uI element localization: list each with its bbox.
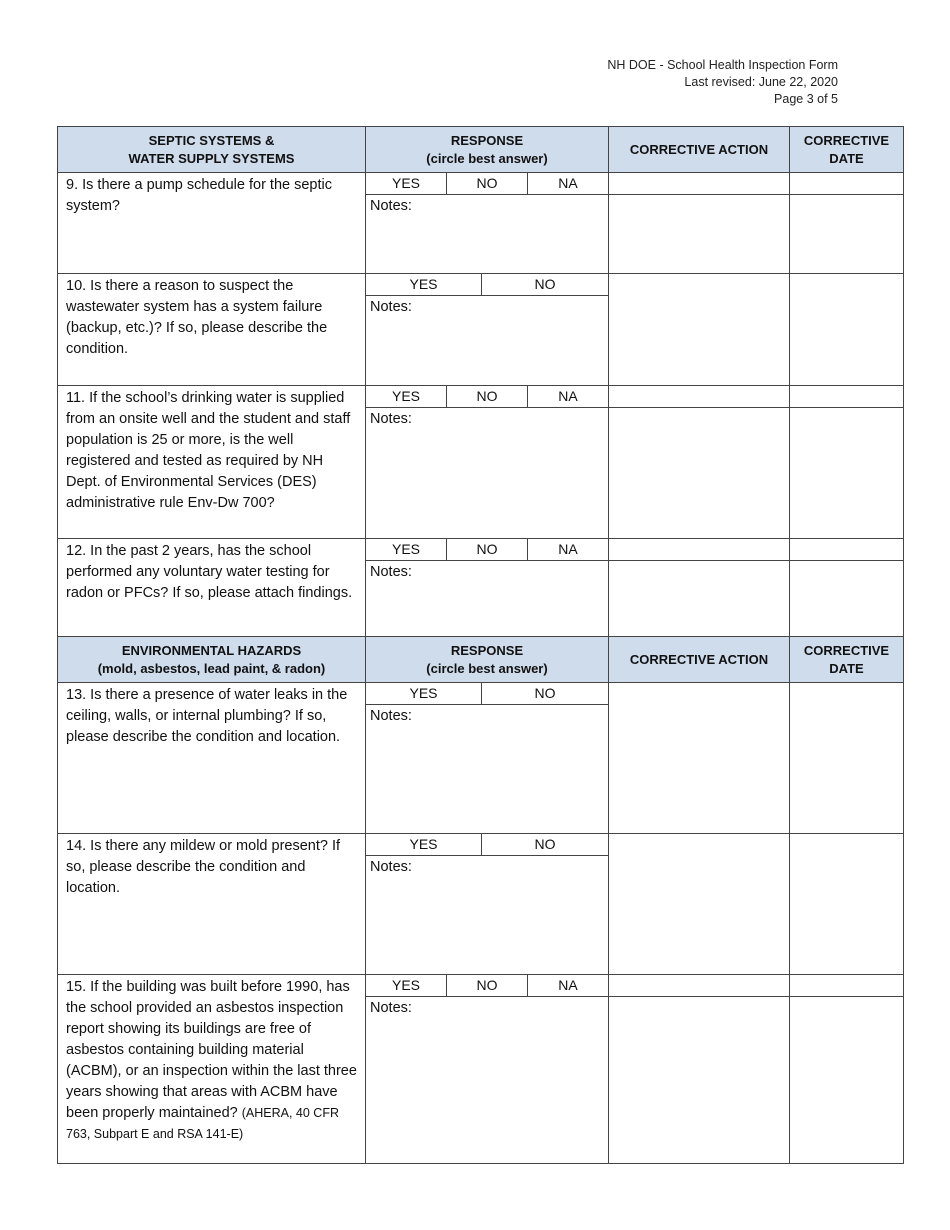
option-no[interactable]: NO — [446, 173, 527, 194]
notes-field[interactable]: Notes: — [370, 1000, 412, 1016]
option-na[interactable]: NA — [527, 539, 608, 560]
septic-header-corrective-action: CORRECTIVE ACTION — [609, 127, 790, 173]
revision-date: Last revised: June 22, 2020 — [684, 75, 838, 89]
question-11-corrective-date[interactable] — [790, 386, 904, 539]
question-13-response — [366, 683, 609, 834]
question-15-text: 15. If the building was built before 1990, has the school provided an asbestos inspection report showing its buildings are free of asbestos containing building material (ACBM), or an inspection within the last three years showing that areas with ACBM have been properly maintained? (AHERA, 40 CFR 763, Subpart E and RSA 141-E) — [58, 975, 366, 1164]
option-yes[interactable]: YES — [391, 175, 420, 191]
question-row-11 — [58, 386, 904, 539]
question-9-text: 9. Is there a pump schedule for the septic system? — [58, 173, 366, 274]
question-10-corrective-action[interactable] — [609, 274, 790, 386]
notes-field[interactable]: Notes: — [370, 198, 412, 214]
question-14-text: 14. Is there any mildew or mold present? If so, please describe the condition and location. — [58, 834, 366, 975]
question-11-corrective-action[interactable] — [609, 386, 790, 539]
option-no[interactable]: NO — [534, 276, 556, 292]
option-na[interactable]: NA — [527, 975, 608, 996]
notes-field[interactable]: Notes: — [370, 708, 412, 724]
question-11-response — [366, 386, 609, 539]
env-header-response: RESPONSE (circle best answer) — [366, 637, 609, 683]
option-no[interactable]: NO — [534, 685, 556, 701]
question-15-corrective-action[interactable] — [609, 975, 790, 1164]
env-header-category: ENVIRONMENTAL HAZARDS (mold, asbestos, lead paint, & radon) — [58, 637, 366, 683]
option-no[interactable]: NO — [446, 539, 527, 560]
option-yes[interactable]: YES — [366, 683, 482, 704]
citation: (AHERA, 40 CFR 763, Subpart E and RSA 141-E) — [66, 1106, 339, 1141]
question-10-corrective-date[interactable] — [790, 274, 904, 386]
env-header-corrective-date: CORRECTIVE DATE — [790, 637, 904, 683]
question-13-corrective-action[interactable] — [609, 683, 790, 834]
question-12-text: 12. In the past 2 years, has the school performed any voluntary water testing for radon or PFCs? If so, please attach findings. — [58, 539, 366, 637]
question-10-text: 10. Is there a reason to suspect the wastewater system has a system failure (backup, etc.)? If so, please describe the condition. — [58, 274, 366, 386]
notes-field[interactable]: Notes: — [370, 299, 412, 315]
question-10-response — [366, 274, 609, 386]
question-row-14 — [58, 834, 904, 975]
septic-header-corrective-date: CORRECTIVE DATE — [790, 127, 904, 173]
question-row-10 — [58, 274, 904, 386]
question-15-response — [366, 975, 609, 1164]
page-number: Page 3 of 5 — [774, 92, 838, 106]
option-no[interactable]: NO — [446, 975, 527, 996]
option-na[interactable]: NA — [527, 173, 608, 194]
option-yes[interactable]: YES — [391, 388, 420, 404]
option-na[interactable]: NA — [527, 386, 608, 407]
question-row-9 — [58, 173, 904, 274]
septic-header-response: RESPONSE (circle best answer) — [366, 127, 609, 173]
question-14-response — [366, 834, 609, 975]
question-14-corrective-date[interactable] — [790, 834, 904, 975]
question-row-15 — [58, 975, 904, 1164]
form-title: NH DOE - School Health Inspection Form — [607, 58, 838, 72]
option-no[interactable]: NO — [534, 836, 556, 852]
notes-field[interactable]: Notes: — [370, 859, 412, 875]
question-row-13 — [58, 683, 904, 834]
option-yes[interactable]: YES — [391, 541, 420, 557]
notes-field[interactable]: Notes: — [370, 411, 412, 427]
question-12-corrective-action[interactable] — [609, 539, 790, 637]
question-13-text: 13. Is there a presence of water leaks in the ceiling, walls, or internal plumbing? If so, please describe the condition and location. — [58, 683, 366, 834]
question-9-corrective-action[interactable] — [609, 173, 790, 274]
question-15-corrective-date[interactable] — [790, 975, 904, 1164]
question-9-corrective-date[interactable] — [790, 173, 904, 274]
page-header — [607, 57, 838, 108]
septic-header-category: SEPTIC SYSTEMS & WATER SUPPLY SYSTEMS — [58, 127, 366, 173]
question-13-corrective-date[interactable] — [790, 683, 904, 834]
notes-field[interactable]: Notes: — [370, 564, 412, 580]
question-row-12 — [58, 539, 904, 637]
option-yes[interactable]: YES — [366, 274, 482, 295]
option-yes[interactable]: YES — [391, 977, 420, 993]
environmental-hazards-table — [57, 636, 904, 1164]
question-12-corrective-date[interactable] — [790, 539, 904, 637]
option-yes[interactable]: YES — [366, 834, 482, 855]
question-9-response — [366, 173, 609, 274]
question-14-corrective-action[interactable] — [609, 834, 790, 975]
question-11-text: 11. If the school’s drinking water is supplied from an onsite well and the student and staff population is 25 or more, is the well registered and tested as required by NH Dept. of Environmental Services (DES) administrative rule Env-Dw 700? — [58, 386, 366, 539]
option-no[interactable]: NO — [446, 386, 527, 407]
env-header-corrective-action: CORRECTIVE ACTION — [609, 637, 790, 683]
septic-water-table — [57, 126, 904, 637]
question-12-response — [366, 539, 609, 637]
